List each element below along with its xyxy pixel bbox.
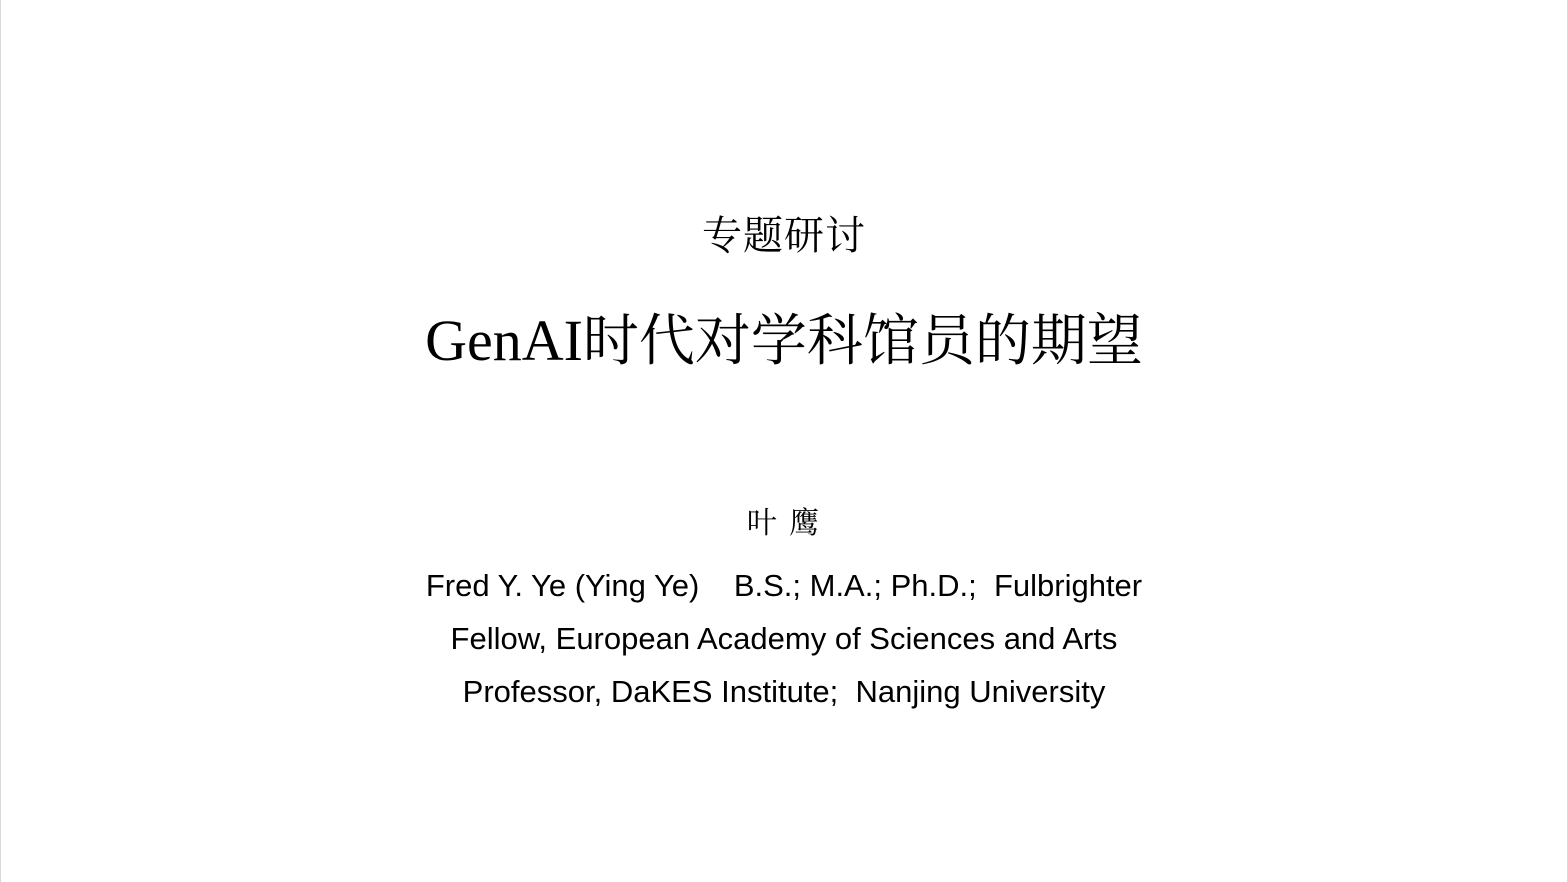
topic-label: 专题研讨 (702, 214, 866, 258)
author-name-cn: 叶 鹰 (746, 507, 822, 540)
author-affiliation-line-2: Professor, DaKES Institute; Nanjing University (462, 674, 1106, 710)
author-credentials-line: Fred Y. Ye (Ying Ye) B.S.; M.A.; Ph.D.; Fulbrighter (425, 567, 1143, 603)
author-affiliation-line-1: Fellow, European Academy of Sciences and Arts (450, 620, 1118, 656)
title-block (0, 212, 1568, 375)
page-title-latin: GenAI (425, 308, 583, 373)
author-block (0, 505, 1568, 718)
page-title-cjk: 时代对学科馆员的期望 (582, 309, 1143, 372)
page-title (0, 308, 1568, 375)
